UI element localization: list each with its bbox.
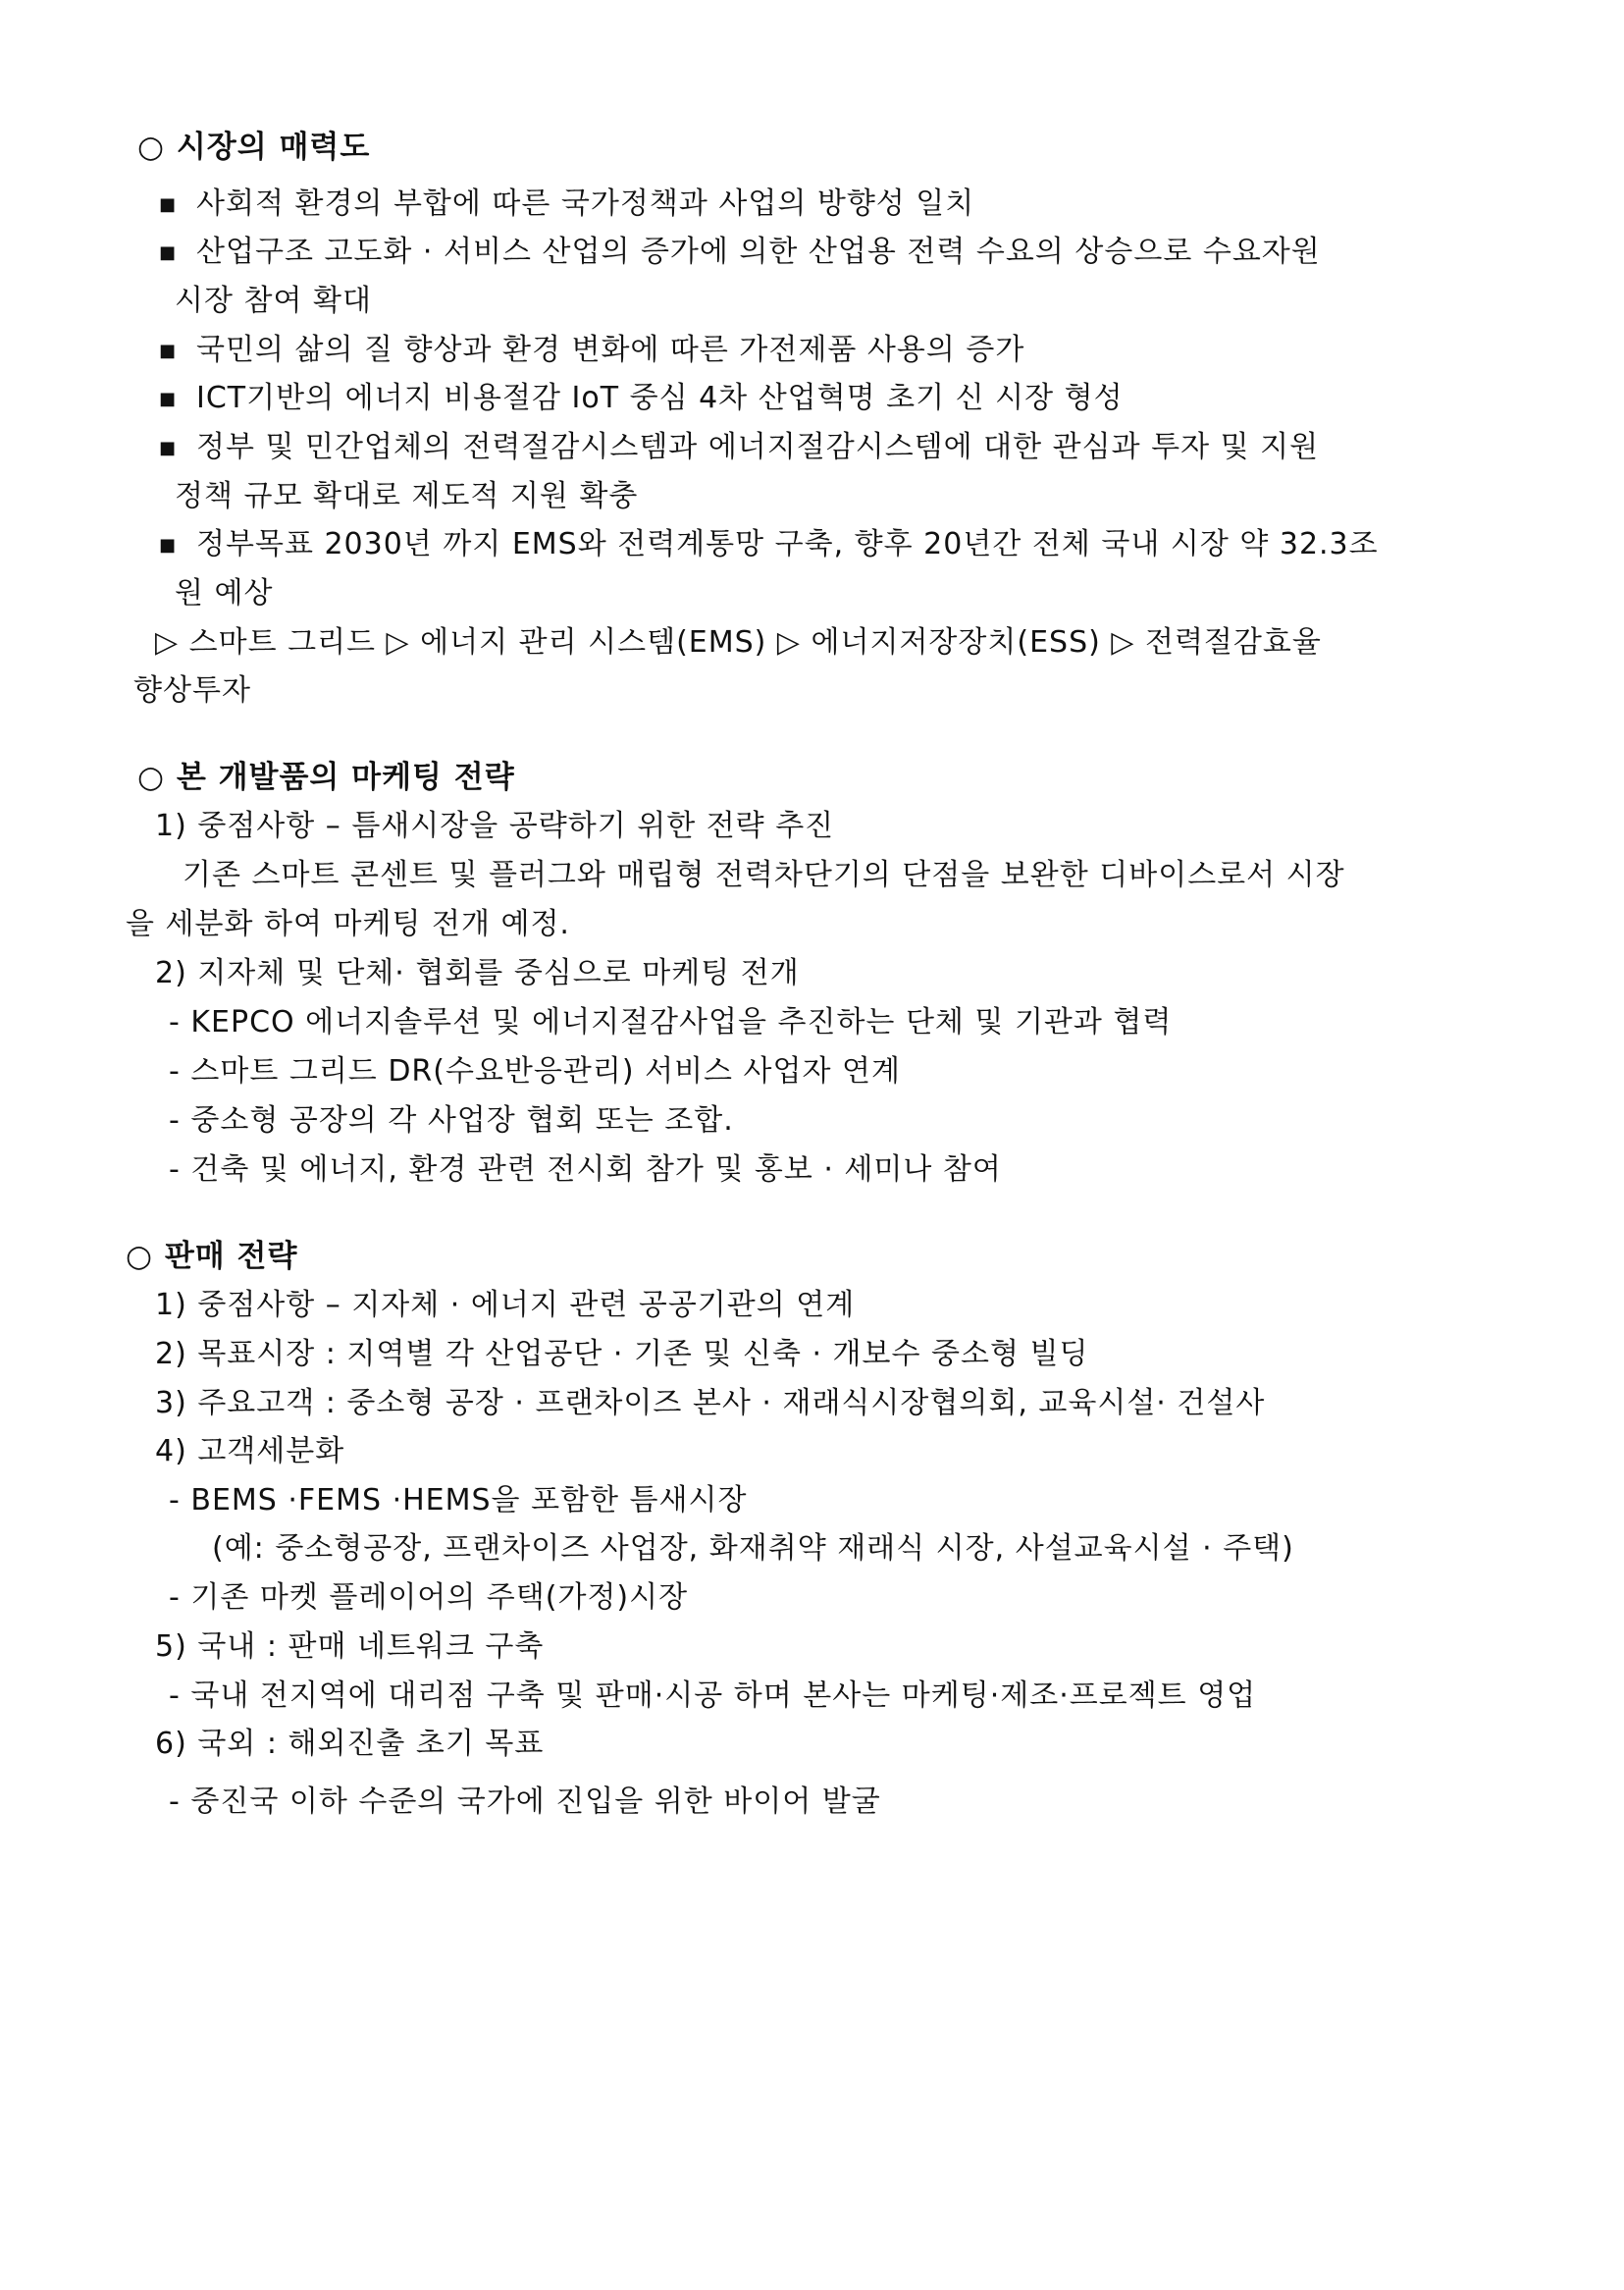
dash-item: - 스마트 그리드 DR(수요반응관리) 서비스 사업자 연계 — [169, 1054, 901, 1089]
numbered-item: 2) 목표시장 : 지역별 각 산업공단 · 기존 및 신축 · 개보수 중소형 빌딩 — [155, 1337, 1089, 1371]
dash-item: - 건축 및 에너지, 환경 관련 전시회 참가 및 홍보 · 세미나 참여 — [169, 1152, 1002, 1187]
square-bullet-icon: ■ — [159, 389, 178, 409]
dash-item: - 국내 전지역에 대리점 구축 및 판매·시공 하며 본사는 마케팅·제조·프로젝트 영업 — [169, 1678, 1257, 1713]
bullet-item: ■ 국민의 삶의 질 향상과 환경 변화에 따른 가전제품 사용의 증가 — [159, 331, 1024, 371]
dash-item: - 중진국 이하 수준의 국가에 진입을 위한 바이어 발굴 — [169, 1784, 881, 1819]
bullet-item-continuation: 정책 규모 확대로 제도적 지원 확충 — [175, 479, 639, 513]
triangle-list-line: ▷ 스마트 그리드 ▷ 에너지 관리 시스템(EMS) ▷ 에너지저장장치(ESS) ▷ 전력절감효율 — [155, 625, 1322, 660]
section-heading-marketing-strategy: ○ 본 개발품의 마케팅 전략 — [137, 760, 515, 795]
dash-item: - BEMS ·FEMS ·HEMS을 포함한 틈새시장 — [169, 1483, 748, 1518]
bullet-item: ■ 정부 및 민간업체의 전력절감시스템과 에너지절감시스템에 대한 관심과 투자 및 지원 — [159, 428, 1319, 468]
numbered-item: 1) 중점사항 – 지자체 · 에너지 관련 공공기관의 연계 — [155, 1288, 856, 1322]
numbered-item: 1) 중점사항 – 틈새시장을 공략하기 위한 전략 추진 — [155, 809, 835, 843]
square-bullet-icon: ■ — [159, 438, 178, 458]
bullet-item: ■ 정부목표 2030년 까지 EMS와 전력계통망 구축, 향후 20년간 전체 국내 시장 약 32.3조 — [159, 525, 1379, 565]
paragraph-line: 기존 스마트 콘센트 및 플러그와 매립형 전력차단기의 단점을 보완한 디바이스로서 시장 — [183, 858, 1345, 892]
numbered-item: 2) 지자체 및 단체· 협회를 중심으로 마케팅 전개 — [155, 956, 800, 990]
section-heading-market-attractiveness: ○ 시장의 매력도 — [137, 130, 371, 165]
paragraph-line: 을 세분화 하여 마케팅 전개 예정. — [126, 907, 570, 941]
numbered-item: 4) 고객세분화 — [155, 1434, 345, 1468]
square-bullet-icon: ■ — [159, 535, 178, 556]
bullet-item: ■ 산업구조 고도화 · 서비스 산업의 증가에 의한 산업용 전력 수요의 상승으로 수요자원 — [159, 233, 1321, 273]
numbered-item: 3) 주요고객 : 중소형 공장 · 프랜차이즈 본사 · 재래식시장협의회, 교육시설· 건설사 — [155, 1386, 1266, 1420]
section-heading-sales-strategy: ○ 판매 전략 — [126, 1239, 298, 1274]
bullet-item-continuation: 시장 참여 확대 — [175, 284, 372, 318]
bullet-item: ■ 사회적 환경의 부합에 따른 국가정책과 사업의 방향성 일치 — [159, 185, 974, 225]
numbered-item: 6) 국외 : 해외진출 초기 목표 — [155, 1727, 545, 1761]
bullet-item-continuation: 원 예상 — [175, 576, 274, 611]
dash-item: - 기존 마켓 플레이어의 주택(가정)시장 — [169, 1580, 689, 1615]
dash-item: - KEPCO 에너지솔루션 및 에너지절감사업을 추진하는 단체 및 기관과 협력 — [169, 1005, 1173, 1039]
dash-item: - 중소형 공장의 각 사업장 협회 또는 조합. — [169, 1103, 734, 1138]
square-bullet-icon: ■ — [159, 194, 178, 215]
triangle-list-continuation: 향상투자 — [133, 673, 251, 708]
example-line: (예: 중소형공장, 프랜차이즈 사업장, 화재취약 재래식 시장, 사설교육시설 · 주택) — [212, 1531, 1294, 1566]
bullet-item: ■ ICT기반의 에너지 비용절감 IoT 중심 4차 산업혁명 초기 신 시장 형성 — [159, 379, 1124, 419]
square-bullet-icon: ■ — [159, 242, 178, 263]
square-bullet-icon: ■ — [159, 341, 178, 361]
numbered-item: 5) 국내 : 판매 네트워크 구축 — [155, 1629, 545, 1664]
